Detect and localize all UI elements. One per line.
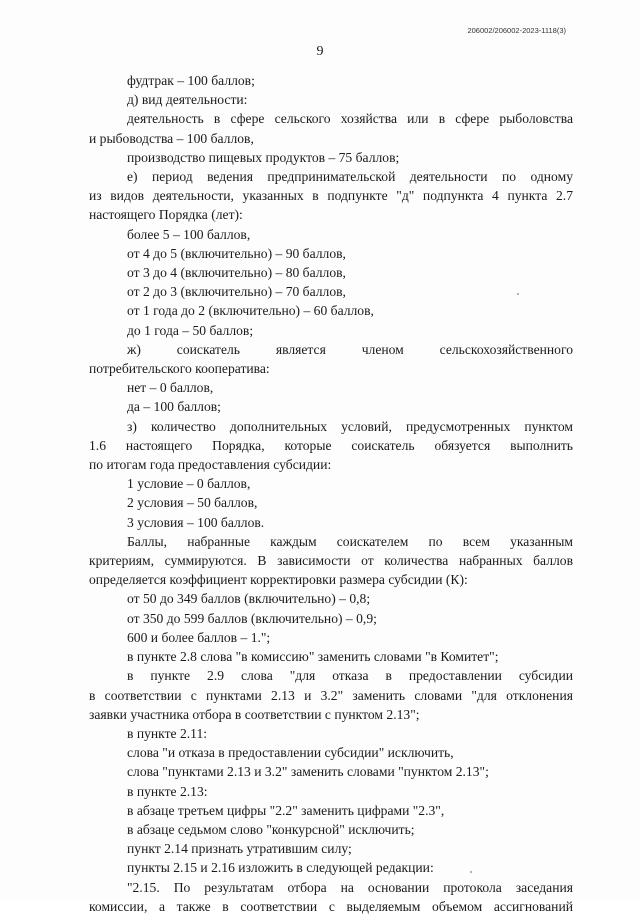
paragraph-line: от 350 до 599 баллов (включительно) – 0,9;	[127, 610, 377, 626]
paragraph-line: з) количество дополнительных условий, предусмотренных пунктом	[127, 418, 573, 434]
paragraph-line: в пункте 2.9 слова "для отказа в предоставлении субсидии	[127, 668, 573, 684]
paragraph-line: 600 и более баллов – 1.";	[127, 629, 271, 645]
paragraph-line: более 5 – 100 баллов,	[127, 226, 251, 242]
paragraph-line: настоящего Порядка (лет):	[89, 207, 243, 223]
paragraph-line: критериям, суммируются. В зависимости от количества набранных баллов	[89, 553, 573, 569]
paragraph-line: фудтрак – 100 баллов;	[127, 73, 255, 88]
page-number: 9	[316, 44, 324, 59]
paragraph-line: в пункте 2.8 слова "в комиссию" заменить словами "в Комитет";	[127, 649, 499, 665]
paragraph-line: потребительского кооператива:	[89, 361, 270, 377]
document-body	[89, 71, 573, 916]
scan-speck	[470, 871, 472, 873]
paragraph-line: в пункте 2.11:	[127, 725, 208, 741]
paragraph-line: в соответствии с пунктами 2.13 и 3.2" заменить словами "для отклонения	[89, 687, 573, 703]
paragraph-line: "2.15. По результатам отбора на основании протокола заседания	[127, 879, 573, 895]
paragraph-line: производство пищевых продуктов – 75 баллов;	[127, 149, 400, 165]
paragraph-line: от 50 до 349 баллов (включительно) – 0,8;	[127, 591, 371, 607]
paragraph-line: определяется коэффициент корректировки размера субсидии (К):	[89, 572, 468, 588]
paragraph-line: нет – 0 баллов,	[127, 380, 214, 396]
paragraph-line: да – 100 баллов;	[127, 399, 221, 415]
paragraph-line: слова "пунктами 2.13 и 3.2" заменить словами "пунктом 2.13";	[127, 764, 489, 780]
paragraph-line: из видов деятельности, указанных в подпункте "д" подпункта 4 пункта 2.7	[89, 188, 573, 204]
scan-speck	[517, 293, 519, 295]
paragraph-line: в абзаце седьмом слово "конкурсной" исключить;	[127, 821, 415, 837]
paragraph-line: деятельность в сфере сельского хозяйства или в сфере рыболовства	[127, 111, 573, 127]
paragraph-line: от 4 до 5 (включительно) – 90 баллов,	[127, 245, 346, 261]
paragraph-line: до 1 года – 50 баллов;	[127, 322, 254, 338]
paragraph-line: 1.6 настоящего Порядка, которые соискатель обязуется выполнить	[89, 437, 573, 453]
paragraph-line: ж) соискатель является членом сельскохозяйственного	[127, 341, 573, 357]
paragraph-line: в пункте 2.13:	[127, 783, 208, 799]
paragraph-line: 3 условия – 100 баллов.	[127, 514, 265, 530]
paragraph-line: от 1 года до 2 (включительно) – 60 баллов,	[127, 303, 374, 319]
paragraph-line: в абзаце третьем цифры "2.2" заменить цифрами "2.3",	[127, 802, 445, 818]
paragraph-line: комиссии, а также в соответствии с выделяемым объемом ассигнований	[89, 898, 573, 914]
paragraph-line: от 2 до 3 (включительно) – 70 баллов,	[127, 284, 346, 300]
paragraph-line: е) период ведения предпринимательской деятельности по одному	[127, 169, 573, 185]
paragraph-line: слова "и отказа в предоставлении субсидии" исключить,	[127, 745, 454, 761]
paragraph-line: д) вид деятельности:	[127, 92, 248, 108]
paragraph-line: пункт 2.14 признать утратившим силу;	[127, 841, 352, 857]
paragraph-line: и рыбоводства – 100 баллов,	[89, 130, 254, 146]
paragraph-line: Баллы, набранные каждым соискателем по всем указанным	[127, 533, 573, 549]
paragraph-line: по итогам года предоставления субсидии:	[89, 457, 332, 473]
document-id: 206002/206002-2023-1118(3)	[467, 26, 566, 35]
paragraph-line: 2 условия – 50 баллов,	[127, 495, 258, 511]
paragraph-line: заявки участника отбора в соответствии с пунктом 2.13";	[89, 706, 420, 722]
paragraph-line: 1 условие – 0 баллов,	[127, 476, 251, 492]
paragraph-line: пункты 2.15 и 2.16 изложить в следующей редакции:	[127, 860, 434, 876]
paragraph-line: от 3 до 4 (включительно) – 80 баллов,	[127, 265, 346, 281]
